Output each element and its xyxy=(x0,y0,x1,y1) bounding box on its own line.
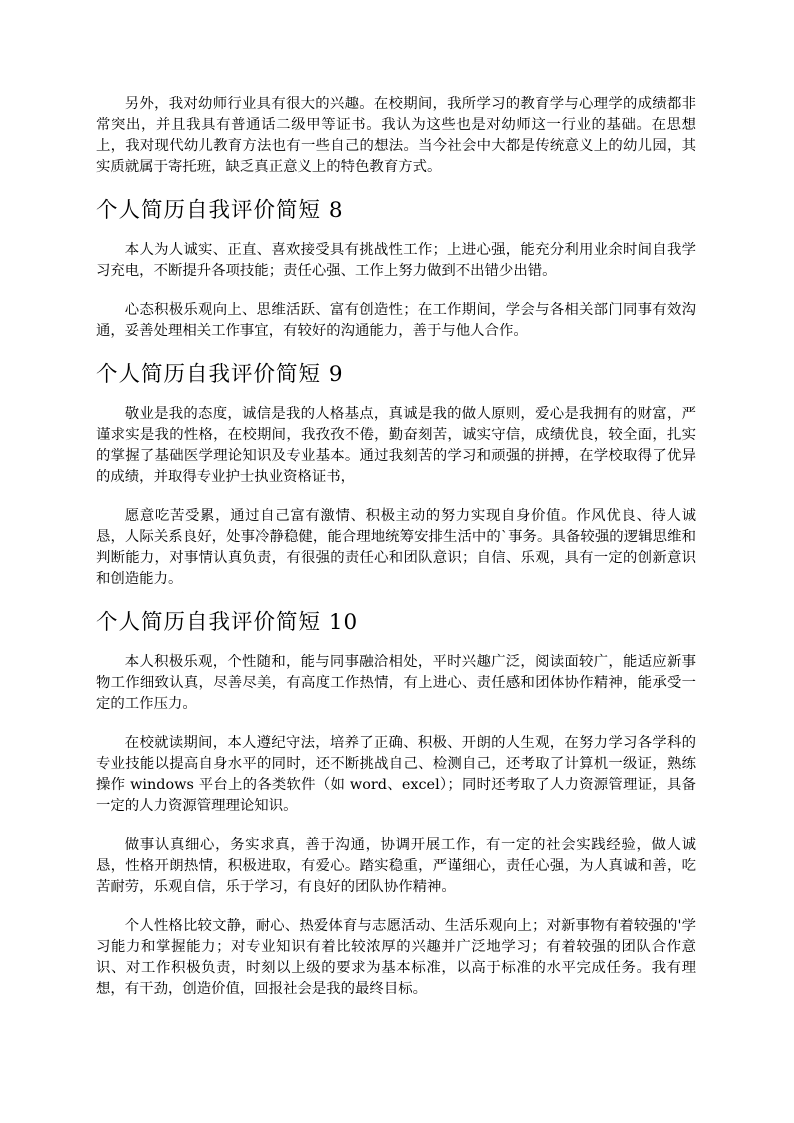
section-paragraph: 本人为人诚实、正直、喜欢接受具有挑战性工作；上进心强，能充分利用业余时间自我学习充电，不断提升各项技能；责任心强、工作上努力做到不出错少出错。 xyxy=(96,242,696,279)
section-paragraph: 愿意吃苦受累，通过自己富有激情、积极主动的努力实现自身价值。作风优良、待人诚恳，人际关系良好，处事冷静稳健，能合理地统筹安排生活中的`事务。具备较强的逻辑思维和判断能力，对事情认真负责，有很强的责任心和团队意识；自信、乐观，具有一定的创新意识和创造能力。 xyxy=(96,508,696,587)
section-paragraph: 本人积极乐观，个性随和，能与同事融洽相处，平时兴趣广泛，阅读面较广，能适应新事物工作细致认真，尽善尽美，有高度工作热情，有上进心、责任感和团体协作精神，能承受一定的工作压力。 xyxy=(96,654,696,712)
section-heading: 个人简历自我评价简短 8 xyxy=(96,198,344,223)
section-8 xyxy=(96,196,696,342)
section-paragraph: 个人性格比较文静，耐心、热爱体育与志愿活动、生活乐观向上；对新事物有着较强的'学习能力和掌握能力；对专业知识有着比较浓厚的兴趣并广泛地学习；有着较强的团队合作意识、对工作积极负责，时刻以上级的要求为基本标准，以高于标准的水平完成任务。我有理想，有干劲，创造价值，回报社会是我的最终目标。 xyxy=(96,918,696,997)
document-page xyxy=(96,94,696,1018)
section-heading: 个人简历自我评价简短 9 xyxy=(96,362,344,387)
intro-paragraph: 另外，我对幼师行业具有很大的兴趣。在校期间，我所学习的教育学与心理学的成绩都非常突出，并且我具有普通话二级甲等证书。我认为这些也是对幼师这一行业的基础。在思想上，我对现代幼儿教育方法也有一些自己的想法。当今社会中大都是传统意义上的幼儿园，其实质就属于寄托班，缺乏真正意义上的特色教育方式。 xyxy=(96,96,696,175)
section-heading: 个人简历自我评价简短 10 xyxy=(96,610,359,635)
section-10 xyxy=(96,608,696,1000)
section-paragraph: 心态积极乐观向上、思维活跃、富有创造性；在工作期间，学会与各相关部门同事有效沟通，妥善处理相关工作事宜，有较好的沟通能力，善于与他人合作。 xyxy=(96,302,696,339)
section-9 xyxy=(96,360,696,590)
section-paragraph: 做事认真细心，务实求真，善于沟通，协调开展工作，有一定的社会实践经验，做人诚恳，性格开朗热情，积极进取，有爱心。踏实稳重，严谨细心，责任心强，为人真诚和善，吃苦耐劳，乐观自信，乐于学习，有良好的团队协作精神。 xyxy=(96,837,696,895)
section-paragraph: 在校就读期间，本人遵纪守法，培养了正确、积极、开朗的人生观，在努力学习各学科的专业技能以提高自身水平的同时，还不断挑战自己、检测自己，还考取了计算机一级证，熟练操作 windows 平台上的各类软件（如 word、excel）；同时还考取了人力资源管理证，具备一定的人力资源管理理论知识。 xyxy=(96,735,696,814)
section-paragraph: 敬业是我的态度，诚信是我的人格基点，真诚是我的做人原则，爱心是我拥有的财富，严谨求实是我的性格，在校期间，我孜孜不倦，勤奋刻苦，诚实守信，成绩优良，较全面，扎实的掌握了基础医学理论知识及专业基本。通过我刻苦的学习和顽强的拼搏，在学校取得了优异的成绩，并取得专业护士执业资格证书， xyxy=(96,406,696,485)
